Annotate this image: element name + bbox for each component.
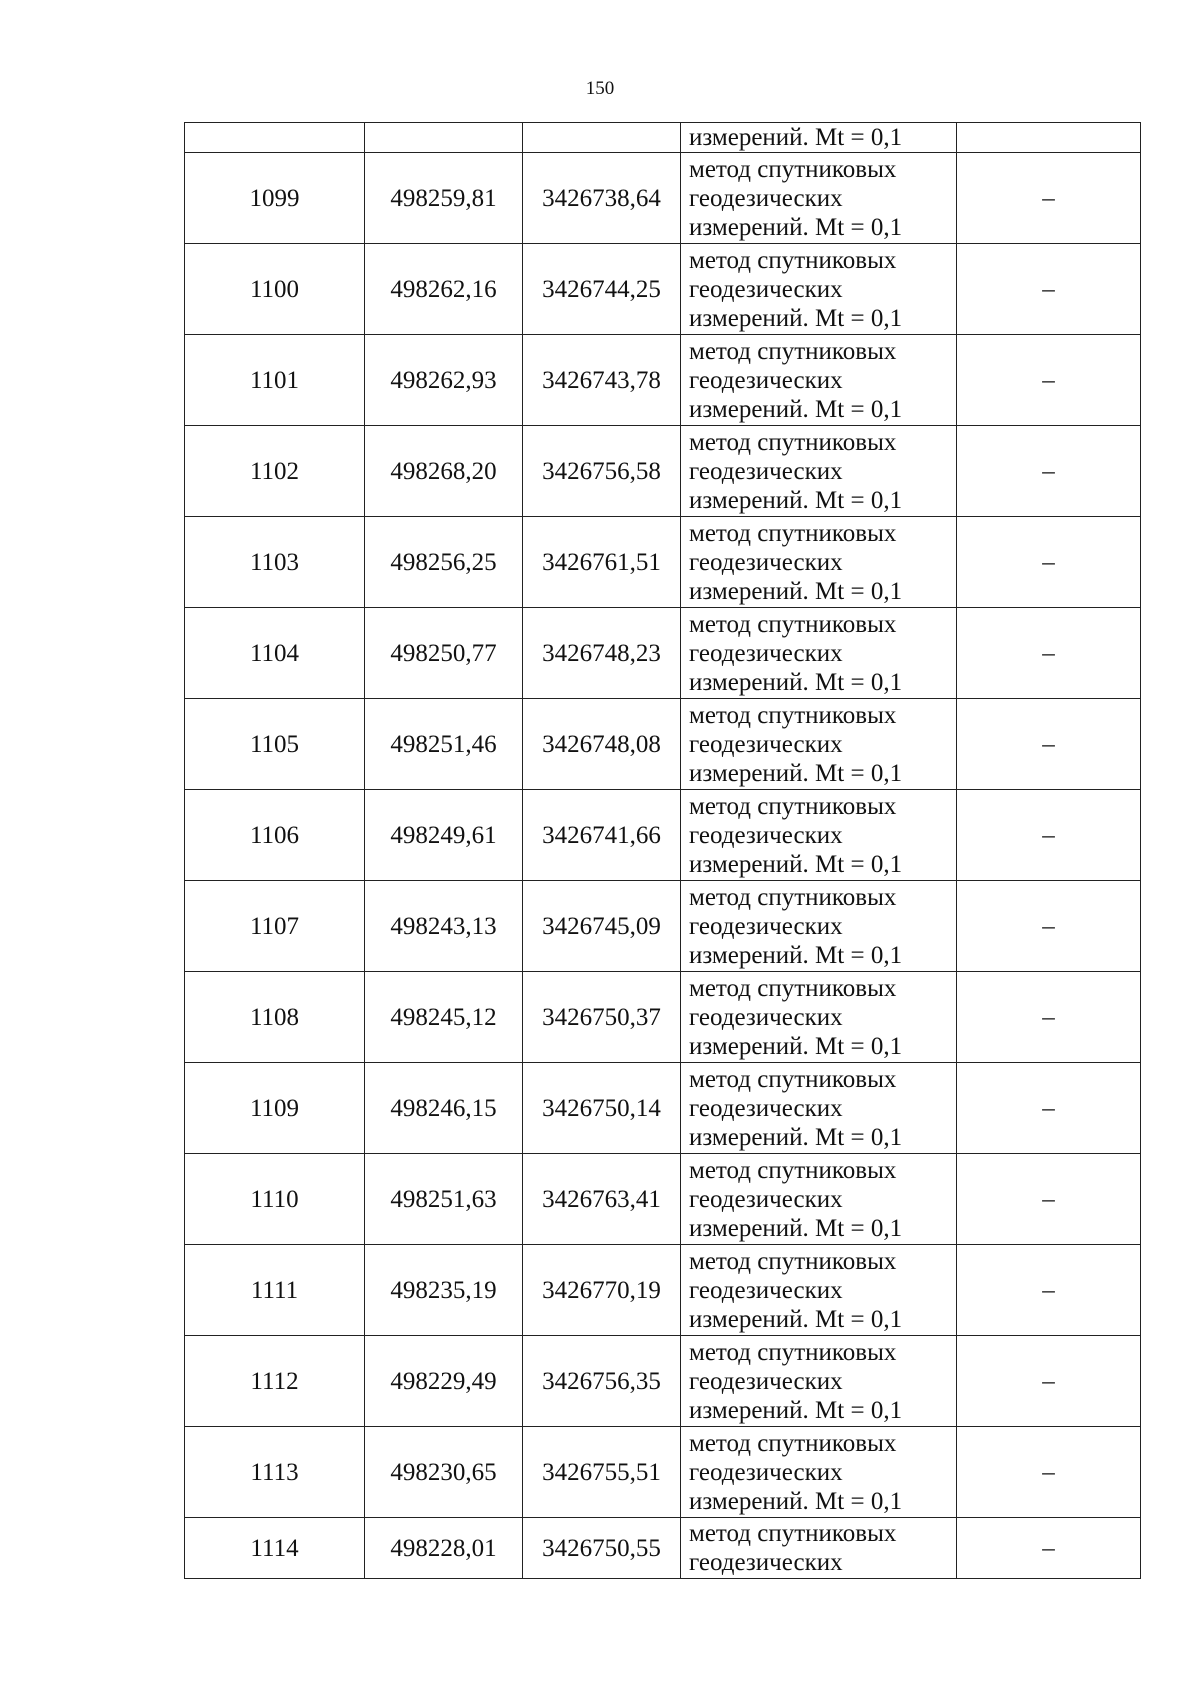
method-line-3: измерений. Mt = 0,1 <box>689 1487 903 1515</box>
method-line-3: измерений. Mt = 0,1 <box>689 304 903 332</box>
point-number-cell: 1107 <box>185 881 365 972</box>
note-cell: – <box>957 972 1141 1063</box>
method-cell <box>681 244 957 335</box>
method-line-1: метод спутниковых <box>689 701 897 729</box>
note-cell: – <box>957 881 1141 972</box>
method-line-1: метод спутниковых <box>689 883 897 911</box>
method-line-1: метод спутниковых <box>689 337 897 365</box>
method-line-1: метод спутниковых <box>689 1338 897 1366</box>
y-coordinate-cell: 3426756,35 <box>523 1336 681 1427</box>
y-coordinate-cell: 3426761,51 <box>523 517 681 608</box>
method-line-2: геодезических <box>689 548 843 576</box>
method-line-2: геодезических <box>689 821 843 849</box>
x-coordinate-cell: 498243,13 <box>365 881 523 972</box>
method-line-1: метод спутниковых <box>689 792 897 820</box>
x-coordinate-cell: 498262,93 <box>365 335 523 426</box>
method-line-3: измерений. Mt = 0,1 <box>689 124 903 151</box>
point-number-cell: 1103 <box>185 517 365 608</box>
x-coordinate-cell: 498229,49 <box>365 1336 523 1427</box>
point-number-cell <box>185 123 365 153</box>
method-line-1: метод спутниковых <box>689 610 897 638</box>
y-coordinate-cell: 3426744,25 <box>523 244 681 335</box>
method-line-2: геодезических <box>689 1003 843 1031</box>
page-number: 150 <box>585 78 615 99</box>
method-cell <box>681 881 957 972</box>
method-line-3: измерений. Mt = 0,1 <box>689 850 903 878</box>
x-coordinate-cell <box>365 123 523 153</box>
table-row <box>185 426 1141 517</box>
y-coordinate-cell: 3426741,66 <box>523 790 681 881</box>
y-coordinate-cell: 3426770,19 <box>523 1245 681 1336</box>
table-row <box>185 517 1141 608</box>
method-line-2: геодезических <box>689 275 843 303</box>
note-cell: – <box>957 517 1141 608</box>
x-coordinate-cell: 498245,12 <box>365 972 523 1063</box>
method-cell <box>681 123 957 153</box>
method-line-2: геодезических <box>689 1185 843 1213</box>
method-line-1: метод спутниковых <box>689 1429 897 1457</box>
point-number-cell: 1100 <box>185 244 365 335</box>
table-row <box>185 608 1141 699</box>
y-coordinate-cell: 3426743,78 <box>523 335 681 426</box>
y-coordinate-cell <box>523 123 681 153</box>
method-line-2: геодезических <box>689 1458 843 1486</box>
method-cell <box>681 790 957 881</box>
method-line-2: геодезических <box>689 730 843 758</box>
method-line-3: измерений. Mt = 0,1 <box>689 941 903 969</box>
method-line-2: геодезических <box>689 912 843 940</box>
y-coordinate-cell: 3426756,58 <box>523 426 681 517</box>
coordinates-table <box>184 122 1141 1579</box>
y-coordinate-cell: 3426763,41 <box>523 1154 681 1245</box>
method-line-3: измерений. Mt = 0,1 <box>689 1032 903 1060</box>
point-number-cell: 1105 <box>185 699 365 790</box>
y-coordinate-cell: 3426750,55 <box>523 1518 681 1579</box>
note-cell: – <box>957 1063 1141 1154</box>
method-cell <box>681 153 957 244</box>
y-coordinate-cell: 3426750,37 <box>523 972 681 1063</box>
method-line-2: геодезических <box>689 1094 843 1122</box>
table-row <box>185 1336 1141 1427</box>
table-row <box>185 699 1141 790</box>
note-cell: – <box>957 1518 1141 1579</box>
method-cell <box>681 1336 957 1427</box>
point-number-cell: 1099 <box>185 153 365 244</box>
method-line-3: измерений. Mt = 0,1 <box>689 395 903 423</box>
x-coordinate-cell: 498250,77 <box>365 608 523 699</box>
point-number-cell: 1112 <box>185 1336 365 1427</box>
point-number-cell: 1111 <box>185 1245 365 1336</box>
x-coordinate-cell: 498268,20 <box>365 426 523 517</box>
note-cell: – <box>957 699 1141 790</box>
method-line-2: геодезических <box>689 639 843 667</box>
y-coordinate-cell: 3426738,64 <box>523 153 681 244</box>
y-coordinate-cell: 3426755,51 <box>523 1427 681 1518</box>
method-line-2: геодезических <box>689 1367 843 1395</box>
point-number-cell: 1110 <box>185 1154 365 1245</box>
point-number-cell: 1109 <box>185 1063 365 1154</box>
method-line-3: измерений. Mt = 0,1 <box>689 668 903 696</box>
method-cell <box>681 426 957 517</box>
method-line-1: метод спутниковых <box>689 1156 897 1184</box>
method-line-2: геодезических <box>689 1549 843 1576</box>
y-coordinate-cell: 3426750,14 <box>523 1063 681 1154</box>
table-row <box>185 1245 1141 1336</box>
method-cell <box>681 1245 957 1336</box>
method-line-3: измерений. Mt = 0,1 <box>689 1214 903 1242</box>
method-line-1: метод спутниковых <box>689 1065 897 1093</box>
x-coordinate-cell: 498230,65 <box>365 1427 523 1518</box>
table-row <box>185 790 1141 881</box>
table-row <box>185 1063 1141 1154</box>
method-line-1: метод спутниковых <box>689 246 897 274</box>
method-line-1: метод спутниковых <box>689 1520 897 1547</box>
method-cell <box>681 335 957 426</box>
x-coordinate-cell: 498249,61 <box>365 790 523 881</box>
table-row <box>185 881 1141 972</box>
note-cell: – <box>957 1427 1141 1518</box>
note-cell: – <box>957 1154 1141 1245</box>
method-cell <box>681 699 957 790</box>
method-line-2: геодезических <box>689 1276 843 1304</box>
method-line-1: метод спутниковых <box>689 1247 897 1275</box>
note-cell: – <box>957 608 1141 699</box>
x-coordinate-cell: 498259,81 <box>365 153 523 244</box>
method-line-3: измерений. Mt = 0,1 <box>689 213 903 241</box>
table-row <box>185 244 1141 335</box>
point-number-cell: 1114 <box>185 1518 365 1579</box>
point-number-cell: 1108 <box>185 972 365 1063</box>
x-coordinate-cell: 498246,15 <box>365 1063 523 1154</box>
point-number-cell: 1106 <box>185 790 365 881</box>
x-coordinate-cell: 498251,63 <box>365 1154 523 1245</box>
note-cell: – <box>957 335 1141 426</box>
method-line-3: измерений. Mt = 0,1 <box>689 1123 903 1151</box>
note-cell: – <box>957 153 1141 244</box>
method-cell <box>681 1427 957 1518</box>
x-coordinate-cell: 498235,19 <box>365 1245 523 1336</box>
table-row <box>185 1154 1141 1245</box>
y-coordinate-cell: 3426748,08 <box>523 699 681 790</box>
method-line-1: метод спутниковых <box>689 519 897 547</box>
method-line-1: метод спутниковых <box>689 428 897 456</box>
point-number-cell: 1104 <box>185 608 365 699</box>
table-row <box>185 153 1141 244</box>
method-cell <box>681 1154 957 1245</box>
table-row <box>185 335 1141 426</box>
method-cell <box>681 608 957 699</box>
method-cell <box>681 1063 957 1154</box>
method-cell <box>681 972 957 1063</box>
x-coordinate-cell: 498228,01 <box>365 1518 523 1579</box>
method-line-3: измерений. Mt = 0,1 <box>689 1305 903 1333</box>
method-cell <box>681 1518 957 1579</box>
point-number-cell: 1113 <box>185 1427 365 1518</box>
note-cell: – <box>957 1336 1141 1427</box>
note-cell: – <box>957 244 1141 335</box>
note-cell: – <box>957 790 1141 881</box>
y-coordinate-cell: 3426745,09 <box>523 881 681 972</box>
point-number-cell: 1102 <box>185 426 365 517</box>
method-line-1: метод спутниковых <box>689 155 897 183</box>
note-cell <box>957 123 1141 153</box>
method-line-2: геодезических <box>689 366 843 394</box>
point-number-cell: 1101 <box>185 335 365 426</box>
method-line-2: геодезических <box>689 184 843 212</box>
method-line-3: измерений. Mt = 0,1 <box>689 1396 903 1424</box>
table-row-continuation <box>185 123 1141 153</box>
table-row <box>185 1518 1141 1579</box>
method-cell <box>681 517 957 608</box>
x-coordinate-cell: 498262,16 <box>365 244 523 335</box>
method-line-3: измерений. Mt = 0,1 <box>689 577 903 605</box>
method-line-2: геодезических <box>689 457 843 485</box>
method-line-1: метод спутниковых <box>689 974 897 1002</box>
y-coordinate-cell: 3426748,23 <box>523 608 681 699</box>
method-line-3: измерений. Mt = 0,1 <box>689 486 903 514</box>
note-cell: – <box>957 426 1141 517</box>
x-coordinate-cell: 498251,46 <box>365 699 523 790</box>
table-row <box>185 972 1141 1063</box>
method-line-3: измерений. Mt = 0,1 <box>689 759 903 787</box>
table-row <box>185 1427 1141 1518</box>
x-coordinate-cell: 498256,25 <box>365 517 523 608</box>
note-cell: – <box>957 1245 1141 1336</box>
